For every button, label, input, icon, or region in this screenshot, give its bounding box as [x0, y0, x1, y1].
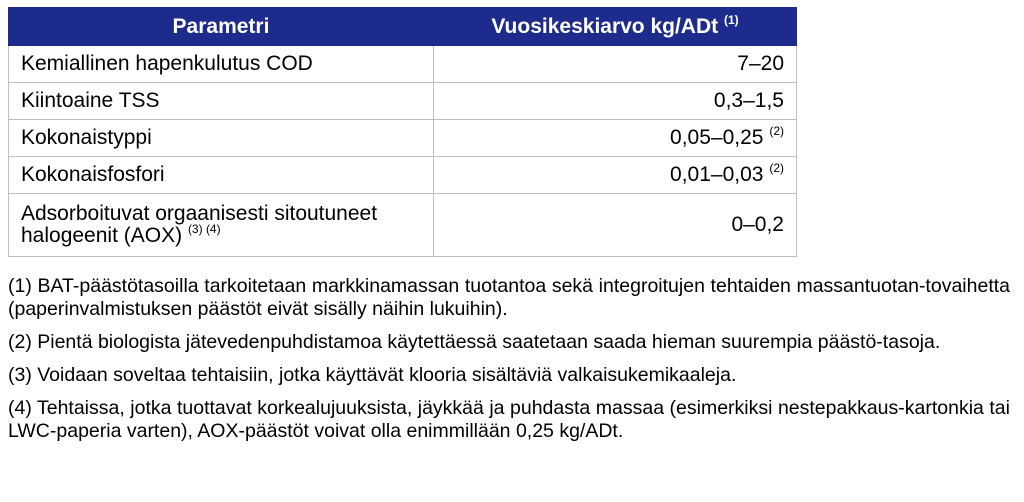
footnote-3: (3) Voidaan soveltaa tehtaisiin, jotka käyttävät klooria sisältäviä valkaisukemikaaleja.	[8, 364, 737, 386]
header-parameter: Parametri	[9, 8, 434, 46]
header-annual-average: Vuosikeskiarvo kg/ADt $^{(1)}$	[434, 8, 797, 46]
row-value: 0–0,2	[434, 194, 797, 257]
row-value: 0,3–1,5	[434, 83, 797, 120]
table-row	[9, 194, 797, 257]
footnote-4: (4) Tehtaissa, jotka tuottavat korkealujuuksista, jäykkää ja puhdasta massaa (esimerkiksi nestepakkaus-kartonkia tai LWC-paperia varten), AOX-päästöt voivat olla enimmillään 0,25 kg/ADt.	[8, 397, 1010, 442]
row-parameter: Kokonaisfosfori	[9, 157, 434, 194]
row-parameter: Kiintoaine TSS	[9, 83, 434, 120]
footnotes	[8, 275, 1010, 453]
row-parameter: Kemiallinen hapenkulutus COD	[9, 46, 434, 83]
row-value: 0,05–0,25 $^{(2)}$	[434, 120, 797, 157]
table-header-row	[9, 8, 797, 46]
table-row	[9, 46, 797, 83]
footnote-ref: (2)	[769, 124, 784, 138]
table-row	[9, 83, 797, 120]
row-value: 7–20	[434, 46, 797, 83]
row-parameter: Adsorboituvat orgaanisesti sitoutuneet halogeenit (AOX) $^{(3) (4)}$	[9, 194, 434, 257]
table-row	[9, 157, 797, 194]
footnote-ref: (1)	[723, 12, 739, 27]
table-row	[9, 120, 797, 157]
row-value: 0,01–0,03 $^{(2)}$	[434, 157, 797, 194]
footnote-1: (1) BAT-päästötasoilla tarkoitetaan markkinamassan tuotantoa sekä integroitujen tehtaiden massantuotan-tovaihetta (paperinvalmistuksen päästöt eivät sisälly näihin lukuihin).	[8, 275, 1010, 320]
bat-emission-table	[8, 7, 797, 257]
row-parameter: Kokonaistyppi	[9, 120, 434, 157]
footnote-ref: (2)	[769, 161, 784, 175]
footnote-ref: (3) (4)	[187, 222, 221, 236]
footnote-2: (2) Pientä biologista jätevedenpuhdistamoa käytettäessä saatetaan saada hieman suurempia päästö-tasoja.	[8, 331, 941, 353]
